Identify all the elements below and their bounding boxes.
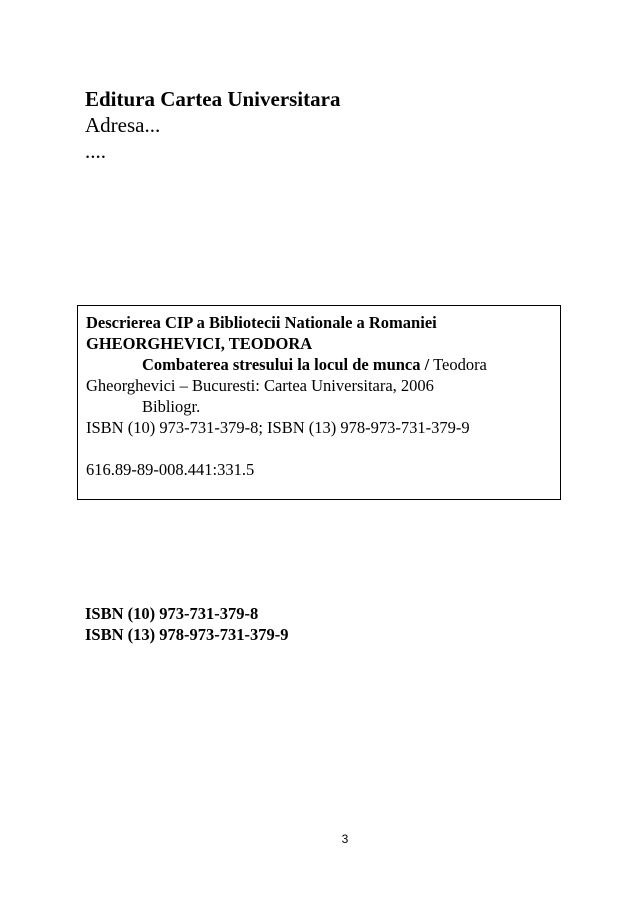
cip-imprint: Gheorghevici – Bucuresti: Cartea Universitara, 2006 <box>86 376 434 395</box>
cip-spacer <box>86 438 552 459</box>
cip-note: Bibliogr. <box>142 397 201 416</box>
cip-author: GHEORGHEVICI, TEODORA <box>86 334 313 353</box>
publisher-address: Adresa... <box>85 113 161 137</box>
cip-description-box <box>77 305 561 500</box>
isbn-block <box>85 603 289 645</box>
page-number: 3 <box>341 832 349 846</box>
publisher-info <box>85 86 340 164</box>
cip-author-first: Teodora <box>433 355 487 374</box>
cip-classification: 616.89-89-008.441:331.5 <box>86 460 255 479</box>
cip-title: Combaterea stresului la locul de munca / <box>142 355 430 374</box>
cip-heading: Descrierea CIP a Bibliotecii Nationale a Romaniei <box>86 313 437 332</box>
isbn-10: ISBN (10) 973-731-379-8 <box>85 604 259 623</box>
isbn-13: ISBN (13) 978-973-731-379-9 <box>85 625 289 644</box>
cip-title-line <box>86 354 552 375</box>
cip-isbn-line: ISBN (10) 973-731-379-8; ISBN (13) 978-973-731-379-9 <box>86 418 470 437</box>
publisher-address-dots: .... <box>85 139 106 163</box>
publisher-name: Editura Cartea Universitara <box>85 87 341 111</box>
